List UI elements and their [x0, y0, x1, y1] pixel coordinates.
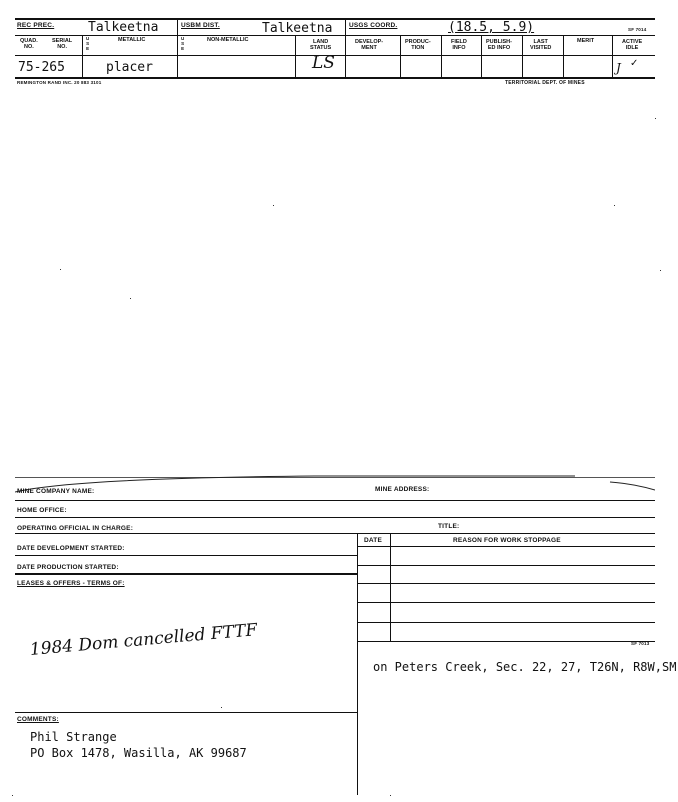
- usgs-coord-label: USGS COORD.: [349, 22, 398, 29]
- prod-started-label: DATE PRODUCTION STARTED:: [17, 564, 119, 571]
- active-idle-label: ACTIVE IDLE: [622, 39, 643, 51]
- home-office-label: HOME OFFICE:: [17, 507, 67, 514]
- metallic-value: placer: [106, 60, 153, 75]
- rec-prec-value: Talkeetna: [88, 20, 159, 35]
- mine-address-label: MINE ADDRESS:: [375, 486, 430, 493]
- usbm-dist-label: USBM DIST.: [181, 22, 220, 29]
- leases-label: LEASES & OFFERS - TERMS OF:: [17, 580, 125, 587]
- comments-label: COMMENTS:: [17, 716, 59, 723]
- reason-label: REASON FOR WORK STOPPAGE: [453, 537, 561, 544]
- top-form-number: SF 7014: [628, 27, 647, 32]
- land-status-value: LS: [312, 53, 335, 73]
- land-status-label: LAND STATUS: [310, 39, 332, 51]
- bottom-form-number: SF 7013: [631, 641, 650, 646]
- use-label: U S E: [86, 36, 90, 51]
- field-info-label: FIELD INFO: [451, 39, 467, 51]
- date-label: DATE: [364, 537, 383, 544]
- usgs-coord-value: (18.5, 5.9): [448, 20, 535, 35]
- last-visited-label: LAST VISITED: [530, 39, 552, 51]
- top-footer-right: TERRITORIAL DEPT. OF MINES: [505, 80, 585, 86]
- nonmetallic-label: NON-METALLIC: [207, 37, 249, 43]
- operating-official-label: OPERATING OFFICIAL IN CHARGE:: [17, 525, 134, 532]
- development-label: DEVELOP- MENT: [355, 39, 384, 51]
- metallic-label: METALLIC: [118, 37, 146, 43]
- top-footer-left: REMINGTON RAND INC. 20 883 3101: [17, 80, 102, 85]
- published-info-label: PUBLISH- ED INFO: [486, 39, 512, 51]
- mine-company-label: MINE COMPANY NAME:: [17, 488, 95, 495]
- serial-label: SERIAL NO.: [52, 38, 73, 50]
- check-mark-icon: ✓: [630, 58, 639, 69]
- location-text: on Peters Creek, Sec. 22, 27, T26N, R8W,SM: [373, 660, 677, 674]
- dev-started-label: DATE DEVELOPMENT STARTED:: [17, 545, 125, 552]
- quad-label: QUAD. NO.: [20, 38, 38, 50]
- quad-serial-value: 75-265: [18, 60, 65, 75]
- nonmetallic-use-label: U S E: [181, 36, 185, 51]
- comments-line1: Phil Strange: [30, 730, 117, 744]
- card-edge-curve: [15, 470, 655, 495]
- comments-line2: PO Box 1478, Wasilla, AK 99687: [30, 746, 247, 760]
- active-idle-value: J: [616, 61, 621, 75]
- merit-label: MERIT: [577, 38, 595, 44]
- usbm-dist-value: Talkeetna: [262, 21, 333, 36]
- rec-prec-label: REC PREC.: [17, 22, 55, 29]
- production-label: PRODUC- TION: [405, 39, 431, 51]
- title-label: TITLE:: [438, 523, 460, 530]
- handwritten-note: 1984 Dom cancelled FTTF: [29, 620, 259, 660]
